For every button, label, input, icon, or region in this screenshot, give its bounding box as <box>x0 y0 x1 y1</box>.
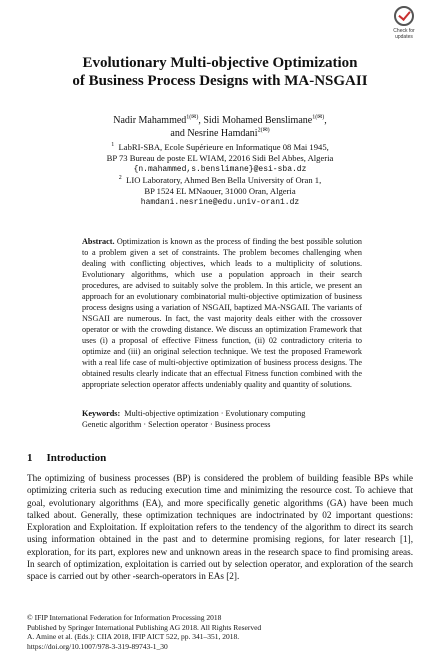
affiliation-1-line-1: $^1$ LabRI-SBA, Ecole Supérieure en Informatique 08 Mai 1945, <box>111 142 329 152</box>
affiliation-2-line-2: BP 1524 EL MNaouer, 31000 Oran, Algeria <box>144 186 296 196</box>
copyright-footer <box>27 613 413 651</box>
footer-line-3: A. Amine et al. (Eds.): CIIA 2018, IFIP AICT 522, pp. 341–351, 2018. <box>27 632 240 641</box>
abstract-label: Abstract. <box>82 237 115 246</box>
section-title: Introduction <box>46 452 107 464</box>
citation-link-2[interactable]: [2] <box>226 571 237 582</box>
author-line-2: and Nesrine Hamdani$^{2(✉)}$ <box>170 127 270 139</box>
keywords-label: Keywords: <box>82 409 121 418</box>
badge-label: Check for updates <box>393 28 415 40</box>
citation-link-1[interactable]: [1] <box>399 534 411 545</box>
affiliation-2-line-1: $^2$ LIO Laboratory, Ahmed Ben Bella University of Oran 1, <box>118 175 322 185</box>
section-number: 1 <box>27 452 33 464</box>
affiliations <box>40 142 400 208</box>
keywords-line-2: Genetic algorithm · Selection operator · Business process <box>82 420 271 429</box>
affiliation-1-line-2: BP 73 Bureau de poste EL WIAM, 22016 Sidi Bel Abbes, Algeria <box>106 153 334 163</box>
footer-doi-link[interactable]: https://doi.org/10.1007/978-3-319-89743-1_30 <box>27 641 168 651</box>
keywords-line-1: Multi-objective optimization · Evolutionary computing <box>124 409 306 418</box>
author-1-marker[interactable]: 1(✉) <box>186 114 199 121</box>
keywords <box>82 408 362 430</box>
affiliation-2-email[interactable]: hamdani.nesrine@edu.univ-oran1.dz <box>140 198 300 207</box>
section-heading <box>27 452 106 464</box>
author-list <box>40 114 400 140</box>
abstract-text: Optimization is known as the process of finding the best possible solution to a problem given a set of constraints. The problem becomes challenging when dealing with conflicting objectives, which leads to a multiplicity of solutions. Evolutionary algorithms, which use a population approach in their search procedures, are advised to suitably solve the problem. In this article, we present an approach for an evolutionary combinatorial multi-objective optimization of business process designs using a variation of NSGAII, baptized MA-NSGAII. The variants of NSGAII are numerous. In fact, the vast majority deals either with the crossover operator or with the crowding distance. We discuss an optimization Framework that uses (i) a proposal of effective Fitness function, (ii) 02 contradictory criteria to optimize and (iii) an original selection technique. We test the proposed Framework with a real life case of multi-objective optimization of business process designs. The obtained results clearly indicate that an effectual Fitness function combined with the appropriate selection operator affects undeniably quality and quantity of solutions. <box>82 237 363 389</box>
author-line-1: Nadir Mahammed$^{1(✉)}$, Sidi Mohamed Benslimane$^{1(✉)}$, <box>113 114 327 126</box>
footer-line-1: © IFIP International Federation for Information Processing 2018 <box>27 613 222 622</box>
check-icon <box>394 6 414 26</box>
introduction-paragraph: The optimizing of business processes (BP) is considered the problem of building feasible BPs while optimizing criteria such as reducing execution time and minimizing the resource cost. To achieve that goal, evolutionary algorithms (EA), and more specifically genetic algorithms (GA) have been much talked about. Generally, these optimization techniques are indoctrinated by 02 important questions: Exploration and Exploitation. If exploitation refers to the tendency of the algorithm to direct its search using information obtained in the past and to determine promising regions, for later research [1], exploration, for its part, explores new and unknown areas in the research space to find promising areas. In search of optimization, exploitation is carried out by selection operator, and exploration of the search space is carried out by other -search-operators in EAs [2]. <box>27 473 413 582</box>
title-line-1: Evolutionary Multi-objective Optimization <box>82 55 358 71</box>
footer-line-2: Published by Springer International Publishing AG 2018. All Rights Reserved <box>27 622 262 632</box>
affiliation-1-email[interactable]: {n.mahammed,s.benslimane}@esi-sba.dz <box>133 165 307 174</box>
abstract <box>82 236 362 390</box>
author-3-marker[interactable]: 2(✉) <box>257 127 270 134</box>
author-2-marker[interactable]: 1(✉) <box>312 114 325 121</box>
paper-title <box>40 54 400 90</box>
check-for-updates-badge[interactable] <box>386 6 422 46</box>
title-line-2: of Business Process Designs with MA-NSGAII <box>72 73 368 89</box>
